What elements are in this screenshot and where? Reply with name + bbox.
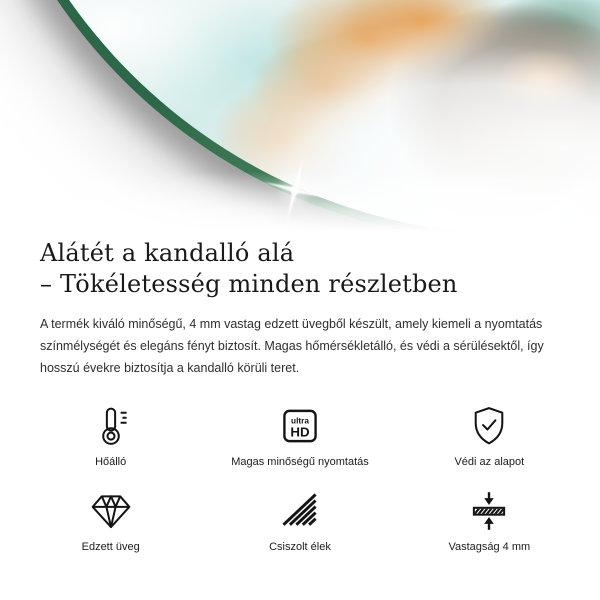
feature-label: Csiszolt élek (269, 541, 331, 553)
ultra-hd-icon (278, 404, 322, 448)
thickness-icon (467, 489, 511, 533)
hero-section (0, 0, 600, 232)
feature-high-quality-print (205, 403, 394, 468)
feature-heat-resistant (16, 403, 205, 468)
diamond-icon (89, 489, 133, 533)
product-info-section (0, 238, 600, 553)
feature-label: Hőálló (95, 456, 127, 468)
feature-label: Vastagság 4 mm (448, 541, 531, 553)
feature-label: Védi az alapot (454, 456, 525, 468)
feature-label: Edzett üveg (81, 541, 140, 553)
page-title (40, 238, 560, 300)
feature-thickness (395, 488, 584, 553)
title-line-1: Alátét a kandalló alá (40, 239, 295, 267)
features-grid (16, 403, 584, 553)
svg-text:HD: HD (290, 424, 310, 440)
svg-text:ultra: ultra (291, 416, 309, 426)
feature-tempered-glass (16, 488, 205, 553)
feature-label: Magas minőségű nyomtatás (231, 456, 369, 468)
title-line-2: – Tökéletesség minden részletben (40, 270, 458, 298)
thermometer-icon (89, 404, 133, 448)
shield-check-icon (467, 404, 511, 448)
polished-edge-icon (278, 489, 322, 533)
feature-protects-base (395, 403, 584, 468)
sparkle-highlight-icon (258, 153, 332, 227)
product-description: A termék kiváló minőségű, 4 mm vastag edzett üvegből készült, amely kiemeli a nyomtatás színmélységét és elegáns fényt biztosít. Magas hőmérsékletálló, és védi a sérülésektől, így hosszú évekre biztosítja a kandalló körüli teret. (40, 317, 544, 375)
feature-polished-edges (205, 488, 394, 553)
